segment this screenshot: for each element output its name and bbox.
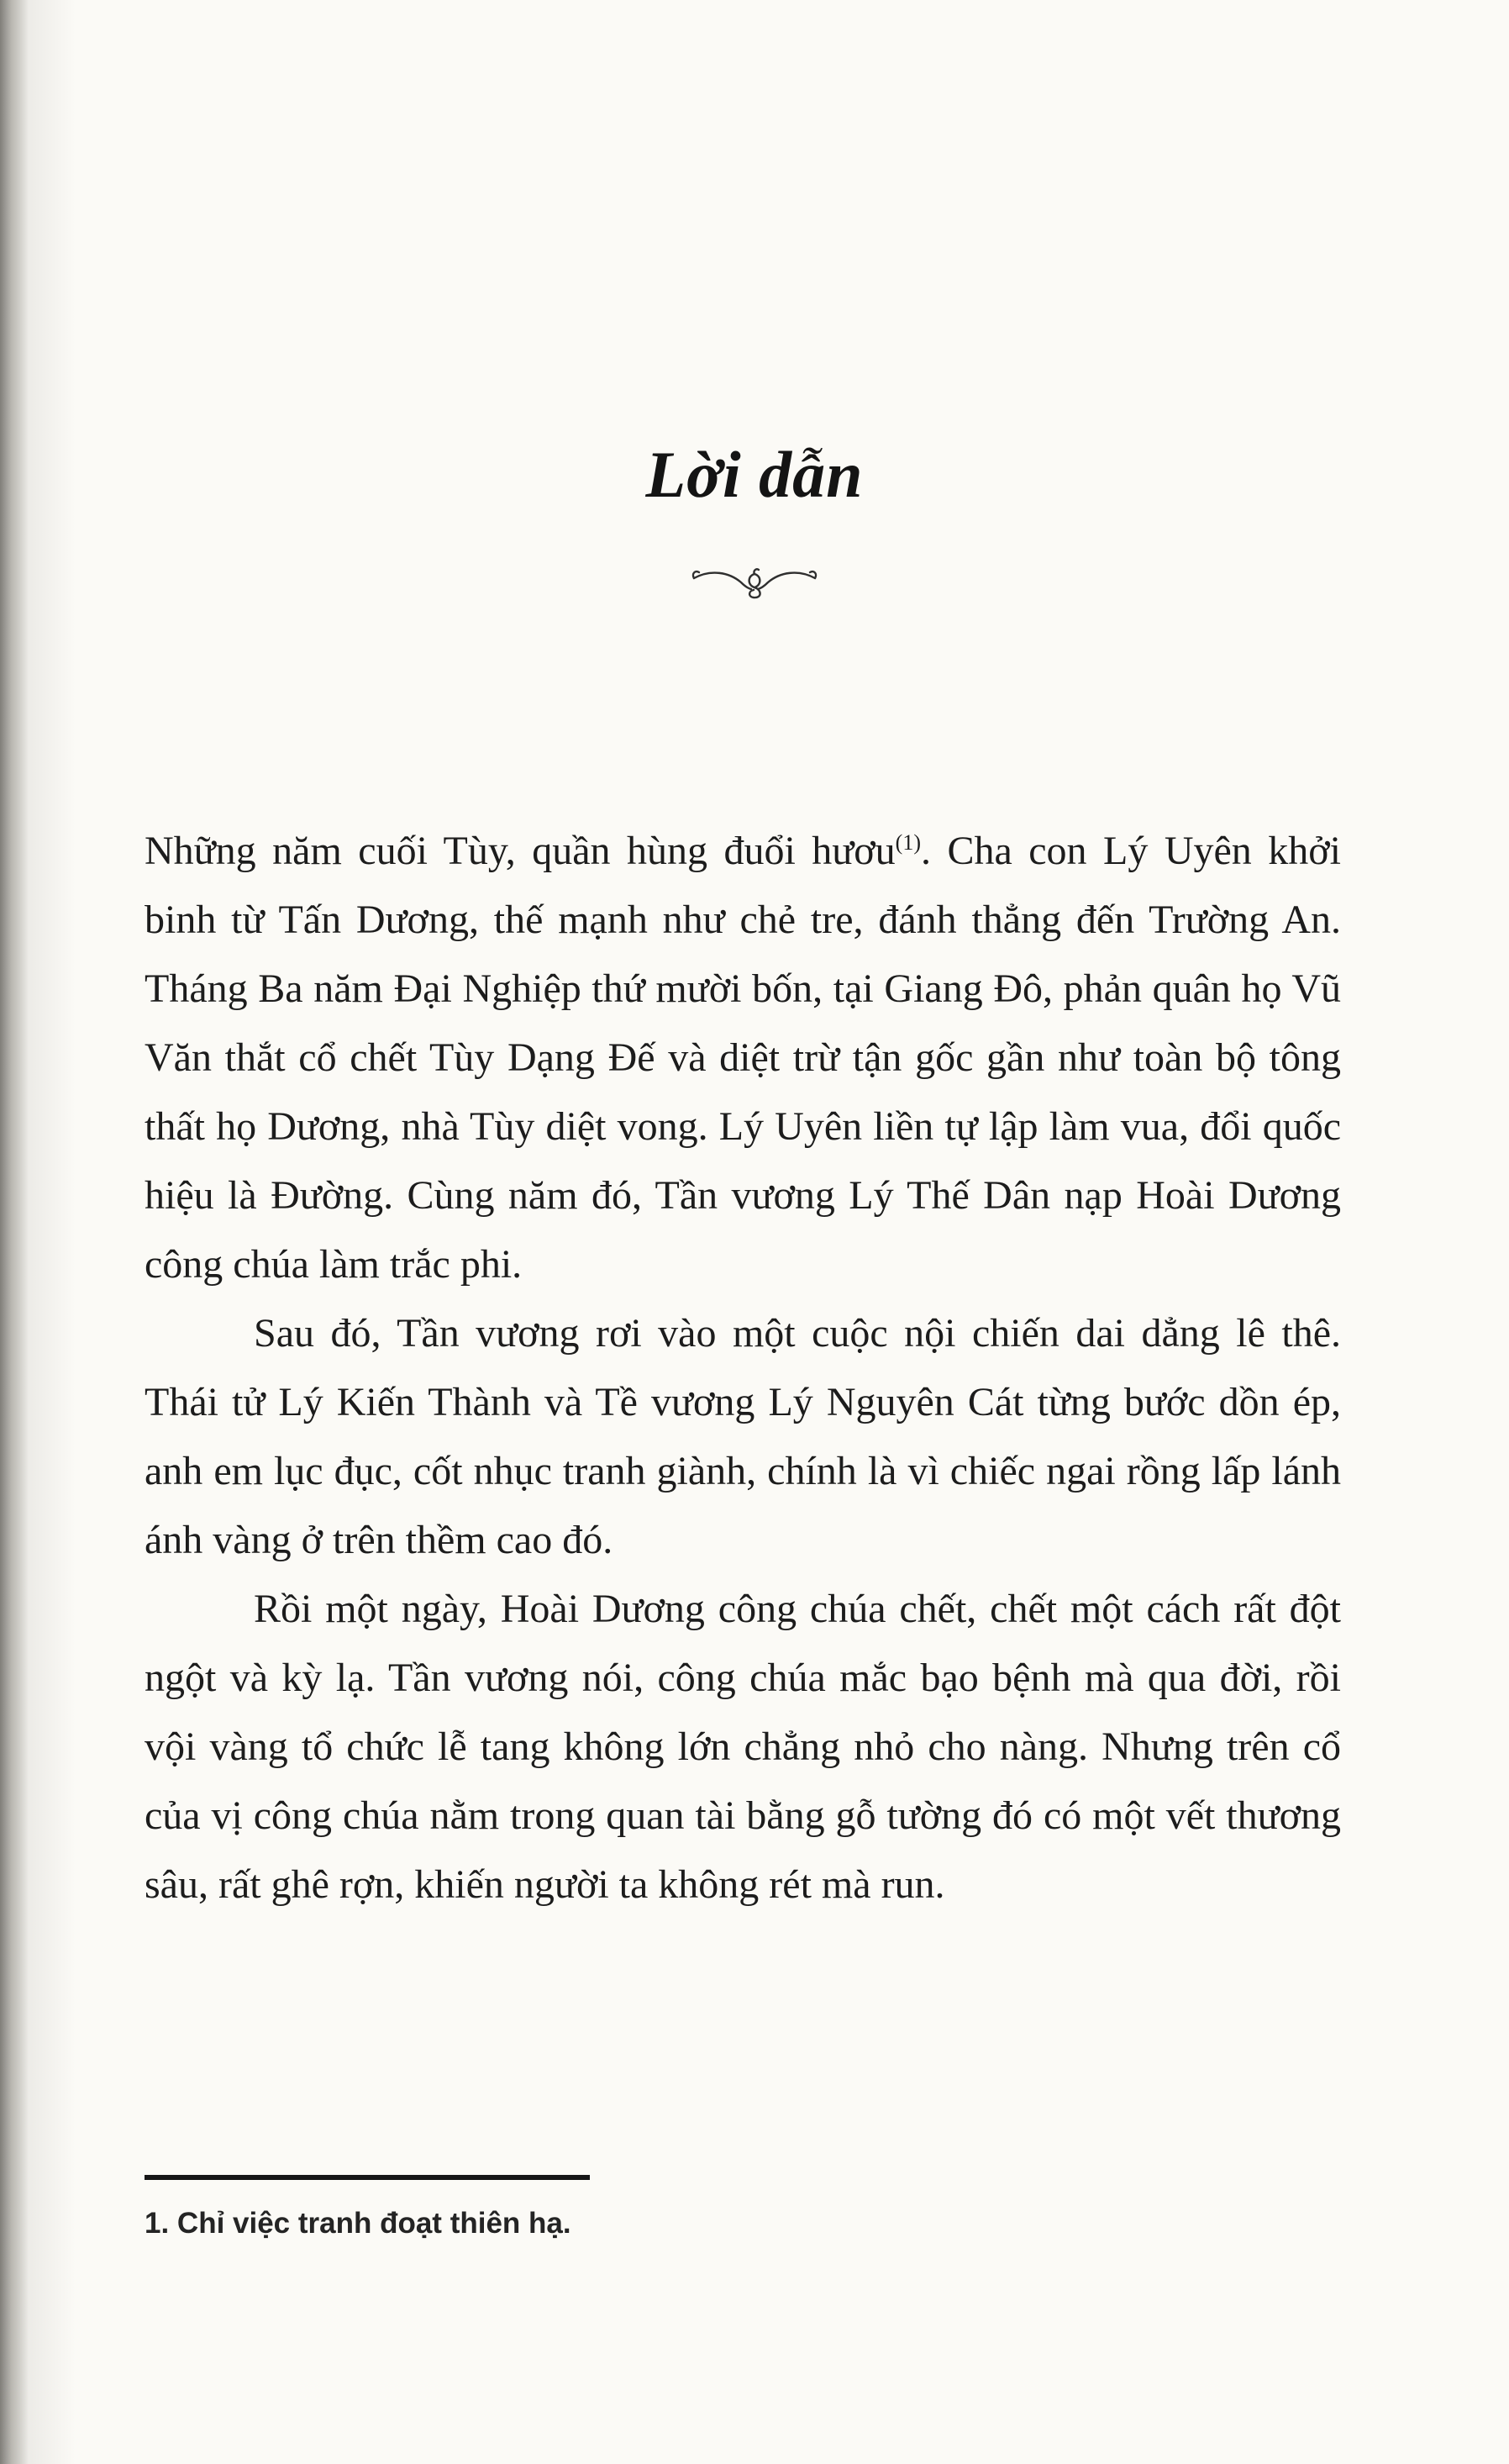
footnote-text: 1. Chỉ việc tranh đoạt thiên hạ. [145, 2207, 571, 2240]
footnote-rule [145, 2175, 590, 2180]
chapter-title: Lời dẫn [645, 438, 864, 511]
ornament-flourish-icon [0, 565, 1509, 608]
paragraph-1-rest: . Cha con Lý Uyên khởi binh từ Tấn Dương, thế mạnh như chẻ tre, đánh thẳng đến Trường An. Tháng Ba năm Đại Nghiệp thứ mười bốn, tại Giang Đô, phản quân họ Vũ Văn thắt cổ chết Tùy Dạng Đế và diệt trừ tận gốc gần như toàn bộ tông thất họ Dương, nhà Tùy diệt vong. Lý Uyên liền tự lập làm vua, đổi quốc hiệu là Đường. Cùng năm đó, Tần vương Lý Thế Dân nạp Hoài Dương công chúa làm trắc phi. [145, 829, 1341, 1287]
page-edge-shadow [0, 0, 29, 2464]
paragraph-1 [145, 817, 1341, 1299]
paragraph-2: Sau đó, Tần vương rơi vào một cuộc nội chiến dai dẳng lê thê. Thái tử Lý Kiến Thành và Tề vương Lý Nguyên Cát từng bước dồn ép, anh em lục đục, cốt nhục tranh giành, chính là vì chiếc ngai rồng lấp lánh ánh vàng ở trên thềm cao đó. [145, 1311, 1341, 1562]
paragraph-1-lead: Những năm cuối Tùy, quần hùng đuổi hươu [145, 829, 896, 873]
paragraph-3: Rồi một ngày, Hoài Dương công chúa chết, chết một cách rất đột ngột và kỳ lạ. Tần vương nói, công chúa mắc bạo bệnh mà qua đời, rồi vội vàng tổ chức lễ tang không lớn chẳng nhỏ cho nàng. Nhưng trên cổ của vị công chúa nằm trong quan tài bằng gỗ tường đó có một vết thương sâu, rất ghê rợn, khiến người ta không rét mà run. [145, 1587, 1341, 1907]
body-text [145, 817, 1341, 1919]
footnote-reference: (1) [895, 830, 921, 855]
